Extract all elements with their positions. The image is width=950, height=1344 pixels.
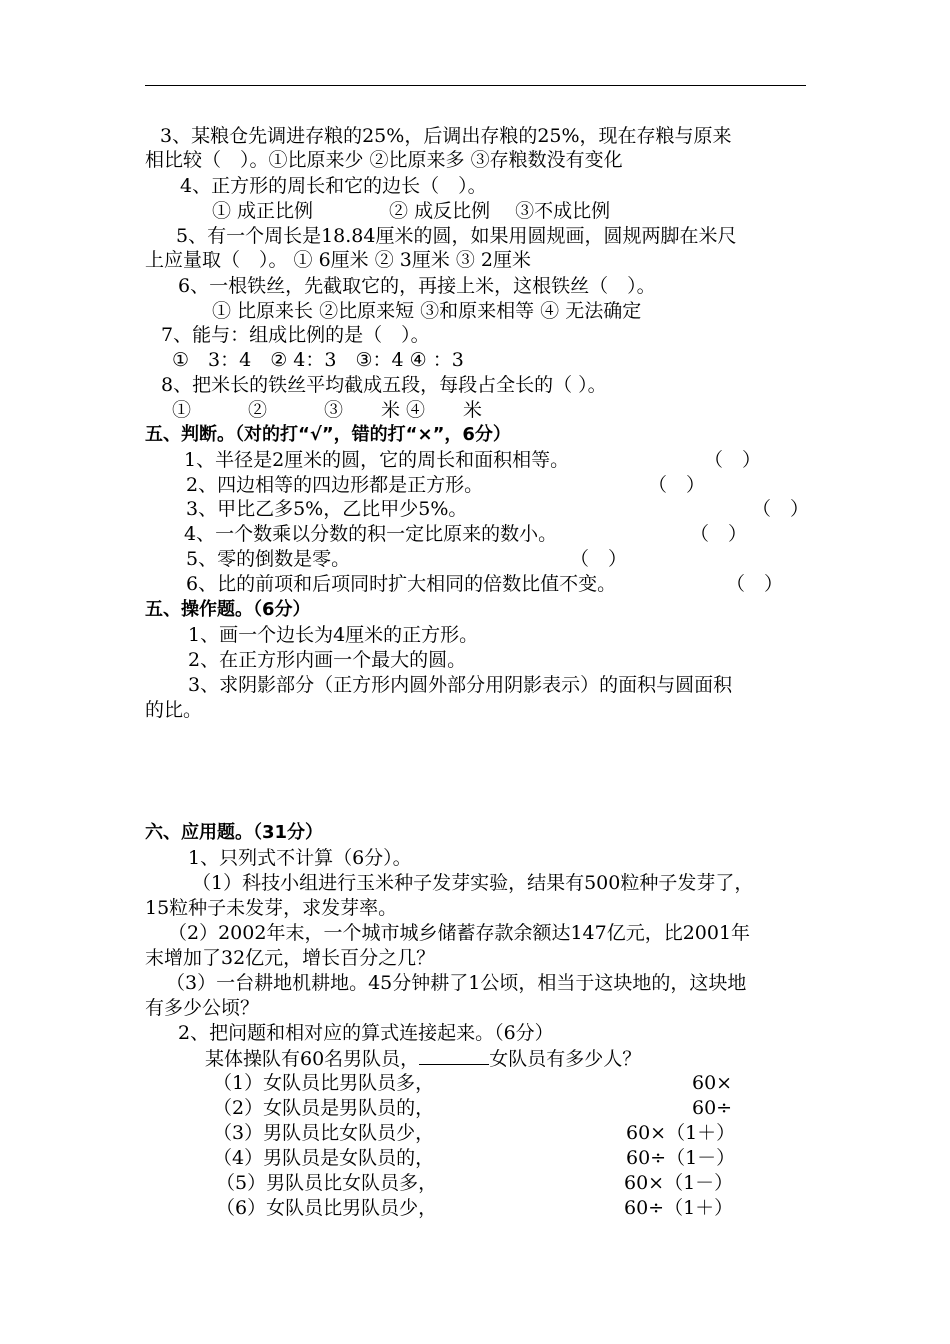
judge-3-mark: （ ） <box>752 498 810 520</box>
q5-line2: 上应量取（ ）。 ① 6厘米 ② 3厘米 ③ 2厘米 <box>145 249 532 271</box>
section5-operation-title: 五、操作题。（6分） <box>145 599 311 620</box>
operation-3-line2: 的比。 <box>145 699 203 721</box>
app-1-2-line2: 末增加了32亿元，增长百分之几？ <box>145 947 436 969</box>
q6-options: ① 比原来长 ②比原来短 ③和原来相等 ④ 无法确定 <box>212 300 642 322</box>
app-2-stem <box>205 1046 641 1071</box>
q8: 8、把米长的铁丝平均截成五段，每段占全长的（ ）。 <box>161 374 607 396</box>
q3-line1: 3、某粮仓先调进存粮的25%，后调出存粮的25%，现在存粮与原来 <box>160 125 732 147</box>
match-question-1: （1）女队员比男队员多， <box>213 1072 435 1094</box>
judge-3: 3、甲比乙多5%，乙比甲少5%。 <box>186 498 468 520</box>
q5-line1: 5、有一个周长是18.84厘米的圆，如果用圆规画，圆规两脚在米尺 <box>176 225 737 247</box>
app-1-3-line1: （3）一台耕地机耕地。45分钟耕了1公顷，相当于这块地的，这块地 <box>166 972 747 994</box>
app-1-3-line2: 有多少公顷？ <box>145 997 260 1019</box>
operation-2: 2、在正方形内画一个最大的圆。 <box>188 649 467 671</box>
header-rule <box>145 85 806 86</box>
q6: 6、一根铁丝，先截取它的，再接上米，这根铁丝（ ）。 <box>178 275 656 297</box>
match-formula-6: 60÷（1＋） <box>624 1197 734 1219</box>
judge-1-mark: （ ） <box>704 449 762 471</box>
app-1-2-line1: （2）2002年末，一个城市城乡储蓄存款余额达147亿元，比2001年 <box>168 922 751 944</box>
section6-title: 六、应用题。（31分） <box>145 822 324 843</box>
judge-5-mark: （ ） <box>570 548 628 570</box>
q3-line2: 相比较（ ）。①比原来少 ②比原来多 ③存粮数没有变化 <box>145 149 623 171</box>
match-question-4: （4）男队员是女队员的， <box>213 1147 435 1169</box>
q4-options: ① 成正比例 ② 成反比例 ③不成比例 <box>212 200 611 222</box>
app-1-1-line1: （1）科技小组进行玉米种子发芽实验，结果有500粒种子发芽了， <box>192 872 754 894</box>
q4: 4、正方形的周长和它的边长（ ）。 <box>180 175 487 197</box>
judge-2: 2、四边相等的四边形都是正方形。 <box>186 474 484 496</box>
app-2: 2、把问题和相对应的算式连接起来。（6分） <box>178 1022 554 1044</box>
judge-4: 4、一个数乘以分数的积一定比原来的数小。 <box>184 523 558 545</box>
match-question-3: （3）男队员比女队员少， <box>213 1122 435 1144</box>
operation-3-line1: 3、求阴影部分（正方形内圆外部分用阴影表示）的面积与圆面积 <box>188 674 733 696</box>
judge-4-mark: （ ） <box>690 523 748 545</box>
app-1-1-line2: 15粒种子未发芽，求发芽率。 <box>145 897 398 919</box>
match-question-6: （6）女队员比男队员少， <box>216 1197 438 1219</box>
app-1: 1、只列式不计算（6分）。 <box>188 847 412 869</box>
match-formula-2: 60÷ <box>692 1097 733 1119</box>
app-2-stem-start: 某体操队有60名男队员， <box>205 1048 420 1070</box>
match-formula-4: 60÷（1－） <box>626 1147 736 1169</box>
match-formula-1: 60× <box>692 1072 733 1094</box>
match-formula-3: 60×（1＋） <box>626 1122 736 1144</box>
q7-options: ① 3：4 ② 4：3 ③：4 ④ ：3 <box>172 349 464 371</box>
operation-1: 1、画一个边长为4厘米的正方形。 <box>188 624 479 646</box>
section5-judge-title: 五、判断。（对的打“√”，错的打“×”，6分） <box>145 424 511 445</box>
match-question-5: （5）男队员比女队员多， <box>216 1172 438 1194</box>
judge-6: 6、比的前项和后项同时扩大相同的倍数比值不变。 <box>186 573 617 595</box>
judge-2-mark: （ ） <box>648 474 706 496</box>
answer-blank[interactable] <box>419 1046 489 1065</box>
judge-6-mark: （ ） <box>726 573 784 595</box>
q7: 7、能与：组成比例的是（ ）。 <box>161 324 430 346</box>
match-question-2: （2）女队员是男队员的， <box>213 1097 435 1119</box>
match-formula-5: 60×（1－） <box>624 1172 734 1194</box>
judge-5: 5、零的倒数是零。 <box>186 548 351 570</box>
judge-1: 1、半径是2厘米的圆，它的周长和面积相等。 <box>184 449 570 471</box>
app-2-stem-end: 女队员有多少人？ <box>489 1048 642 1070</box>
q8-options: ① ② ③ 米 ④ 米 <box>172 399 483 421</box>
